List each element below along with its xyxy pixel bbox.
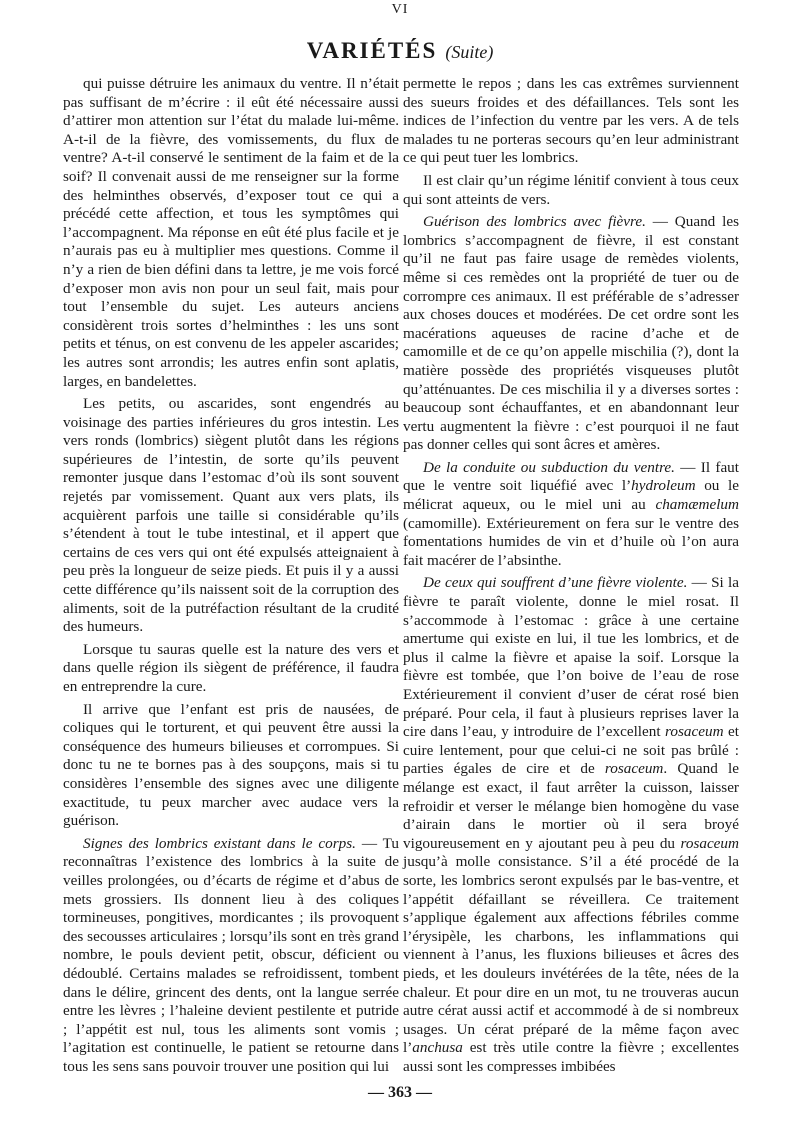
text-run: et cuire lentement, pour que celui-ci ne soit pas brûlé : parties égales de cire et de (403, 723, 739, 778)
text-run: — Tu reconnaîtras l’existence des lombrics à la suite de veilles prolongées, ou d’écarts de régime et d’abus de mets grossiers. Ils donnent lieu à des coliques tormineuses, pongitives, mordicantes ; ils provoquent des secousses articulaires ; lorsqu’ils sont en très grand nombre, le pouls devient petit, obscur, déficient ou dédoublé. Certains malades se refroidissent, tombent dans le délire, grincent des dents, ont la langue serrée entre les lèvres ; l’haleine devient pestilente et putride ; l’appétit est nul, tous les aliments sont vomis ; l’agitation est continuelle, le patient se retourne dans tous les sens sans pouvoir trouver une position qui lui (63, 834, 399, 1075)
text-run: ou le mélicrat aqueux, ou le miel uni au (403, 477, 739, 514)
page-subtitle: (Suite) (445, 42, 494, 62)
paragraph (403, 172, 739, 209)
italic-text: De la conduite ou subduction du ventre. (423, 458, 675, 476)
right-column (403, 75, 739, 1080)
left-column (63, 75, 399, 1080)
text-run: . Quand le mélange est exact, il faut arrêter la cuisson, laisser refroidir et verser le mélange bien homogène du vase d’airain dans le mortier où il sera broyé vigoureusement en y ajoutant peu à peu du (403, 760, 739, 852)
italic-text: Signes des lombrics existant dans le corps. (83, 834, 356, 852)
text-run: permette le repos ; dans les cas extrêmes surviennent des sueurs froides et des défaillances. Tels sont les indices de l’infection du ventre par les vers. A de tels malades tu ne porteras secours qu’en leur administrant ce qui peut tuer les lombrics. (403, 75, 739, 167)
italic-text: De ceux qui souffrent d’une fièvre violente. (423, 574, 688, 592)
page-title: VARIÉTÉS (306, 38, 438, 63)
paragraph (403, 574, 739, 1076)
paragraph (403, 75, 739, 168)
italic-text: hydroleum (631, 477, 696, 495)
text-run: (camomille). Extérieurement on fera sur le ventre des fomentations humides de vin et d’huile où l’on aura fait macérer de l’absinthe. (403, 514, 739, 569)
italic-text: Guérison des lombrics avec fièvre. (423, 213, 646, 231)
text-run: Lorsque tu sauras quelle est la nature des vers et dans quelle région ils siègent de préférence, il faudra en entreprendre la cure. (63, 640, 399, 695)
italic-text: rosaceum (604, 760, 664, 778)
paragraph (63, 75, 399, 391)
section-number: VI (391, 2, 409, 17)
paragraph (403, 213, 739, 455)
paragraph (63, 701, 399, 831)
text-run: — Il faut que le ventre soit liquéfié avec l’ (403, 458, 739, 495)
italic-text: anchusa (412, 1039, 463, 1057)
paragraph (403, 459, 739, 571)
paragraph (63, 395, 399, 637)
page-header (0, 38, 800, 64)
italic-text: rosaceum (680, 834, 739, 852)
text-run: — Si la fièvre te paraît violente, donne le miel rosat. Il s’accommode à l’estomac : grâce à une certaine amertume qui existe en lui, il tue les lombrics, et de plus il calme la fièvre et apaise la soif. Lorsque la fièvre est tombée, que l’on boive de l’eau de rose Extérieurement il convient d’user de cérat rosé bien préparé. Pour cela, il faut à plusieurs reprises laver la cire dans l’eau, y introduire de l’excellent (403, 574, 739, 741)
text-run: — Quand les lombrics s’accompagnent de fièvre, il est constant qu’il ne faut pas faire usage de remèdes violents, même si ces remèdes ont la propriété de tuer ou de corrompre ces animaux. Il est préférable de s’adresser aux choses douces et modérées. De cet ordre sont les macérations aqueuses de racine d’ache et de camomille et de ce qu’on appelle mischilia (?), dont la matière possède des propriétés visqueuses plutôt qu’atténuantes. De ces mischilia il y a diverses sortes : beaucoup sont échauffantes, et en abandonnant leur vertu augmentent la fièvre : c’est pourquoi il ne faut pas donner celles qui sont âcres et amères. (403, 213, 739, 454)
italic-text: rosaceum (665, 723, 724, 741)
text-run: Les petits, ou ascarides, sont engendrés au voisinage des parties inférieures du gros intestin. Les vers ronds (lombrics) siègent plutôt dans les régions supérieures de l’intestin, de sorte qu’ils peuvent remonter jusque dans l’estomac d’où ils sont souvent rejetés par vomissement. Quant aux vers plats, ils acquièrent parfois une taille si considérable qu’ils s’étendent à tout le tube intestinal, et il appert que certains de ces vers qui ont été expulsés atteignaient à peu près la longueur de seize pieds. Et puis il y a aussi cette différence qu’ils naissent soit de la corruption des aliments, soit de la putréfaction résultant de la crudité des humeurs. (63, 395, 399, 636)
text-run: qui puisse détruire les animaux du ventre. Il n’était pas suffisant de m’écrire : il eût été nécessaire aussi d’attirer mon attention sur l’état du malade lui-même. A-t-il de la fièvre, des vomissements, du flux de ventre? A-t-il conservé le sentiment de la faim et de la soif? Il convenait aussi de me renseigner sur la forme des helminthes observés, d’exposer tout ce qui a précédé cette affection, et tous les symptômes qui l’accompagnent. Ma réponse en eût été plus facile et je n’aurais pas eu à multiplier mes questions. Comme il n’y a rien de bien défini dans ta lettre, je me vois forcé d’exposer mon avis non pour un seul fait, mais pour tout l’ensemble du sujet. Les auteurs anciens considèrent trois sortes d’helminthes : les uns sont petits et ténus, on est convenu de les appeler ascarides; les autres sont arrondis; les autres enfin sont aplatis, larges, en bandelettes. (63, 75, 399, 390)
paragraph (63, 835, 399, 1077)
italic-text: chamæmelum (655, 496, 739, 514)
text-run: Il est clair qu’un régime lénitif convient à tous ceux qui sont atteints de vers. (403, 171, 739, 208)
page-number: — 363 — (368, 1084, 432, 1101)
text-run: est très utile contre la fièvre ; excellentes aussi sont les compresses imbibées (403, 1039, 739, 1075)
text-run: jusqu’à molle consistance. S’il a été procédé de la sorte, les lombrics seront expulsés par le bas-ventre, et l’appétit défaillant se réveillera. Ce traitement s’applique également aux affections fébriles comme l’érysipèle, les charbons, les inflammations qui viennent à l’anus, les fluxions bilieuses et âcres des pieds, et les douleurs invétérées de la tête, nées de la chaleur. Et pour dire en un mot, tu ne trouveras aucun autre cérat aussi actif et accommodé à de si nombreux usages. Un cérat préparé de la même façon avec l’ (403, 853, 739, 1057)
paragraph (63, 641, 399, 697)
text-run: Il arrive que l’enfant est pris de nausées, de coliques qui le torturent, et qui peuvent être aussi la conséquence des humeurs bilieuses et corrompues. Si donc tu ne te bornes pas à des soupçons, mais si tu considères l’ensemble des signes avec une diligente exactitude, tu peux marcher avec audace vers la guérison. (63, 700, 399, 830)
